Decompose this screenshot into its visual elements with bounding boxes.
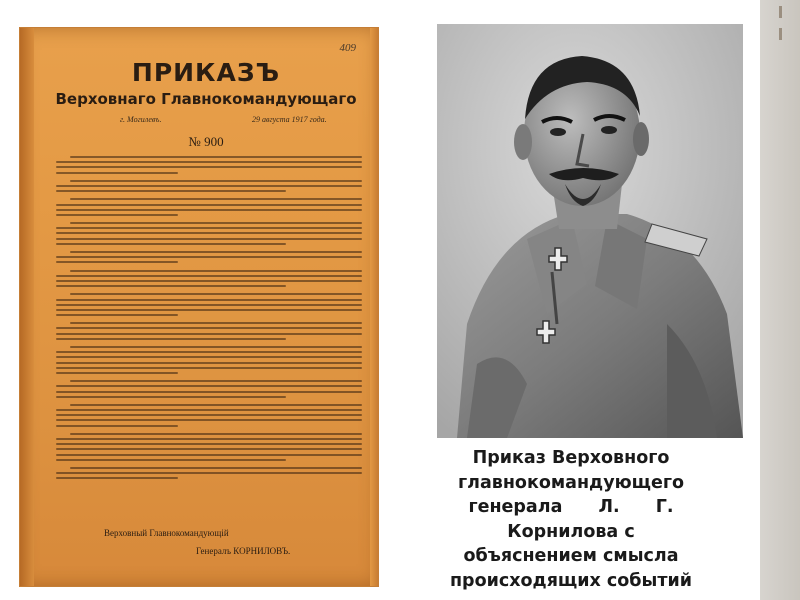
document-number: № 900	[188, 134, 224, 149]
caption-line: Корнилова с	[507, 521, 635, 542]
document-text-line	[56, 209, 362, 211]
caption-line: объяснением смысла	[463, 546, 679, 566]
document-text-line	[56, 190, 286, 192]
document-text-line	[56, 299, 362, 301]
document-text-line	[70, 180, 362, 182]
document-text-line	[56, 327, 362, 329]
document-text-line	[56, 280, 362, 282]
document-text-line	[56, 356, 362, 358]
document-text-line	[56, 367, 362, 369]
document-text-line	[70, 293, 362, 295]
document-edge	[370, 28, 378, 586]
document-text-line	[56, 185, 362, 187]
caption-line: генерала Л. Г.	[468, 497, 674, 517]
document-text-line	[56, 238, 362, 240]
archive-pencil-mark: 409	[339, 42, 356, 54]
caption-line: происходящих событий	[449, 570, 693, 591]
document-text-line	[56, 351, 362, 353]
caption-line: главнокомандующего	[458, 472, 684, 493]
document-text-line	[56, 338, 286, 340]
strip-dash	[779, 28, 782, 40]
document-text-line	[70, 222, 362, 224]
document-text-line	[56, 385, 362, 387]
document-text-line	[70, 467, 362, 469]
document-text-line	[56, 161, 362, 163]
document-text-line	[56, 419, 362, 421]
document-text-line	[70, 433, 362, 435]
document-text-line	[56, 443, 362, 445]
document-text-line	[56, 448, 362, 450]
document-text-line	[56, 227, 362, 229]
portrait-image	[437, 24, 743, 438]
document-text-line	[56, 414, 362, 416]
document-text-line	[70, 380, 362, 382]
document-text-line	[70, 346, 362, 348]
document-text-line	[56, 275, 362, 277]
document-text-line	[56, 166, 362, 168]
kornilov-portrait-photo	[437, 24, 743, 438]
document-text-line	[56, 438, 362, 440]
strip-dash	[779, 6, 782, 18]
document-text-line	[56, 391, 362, 393]
document-text-line	[70, 198, 362, 200]
document-subtitle: Верховнаго Главнокомандующаго	[55, 90, 357, 108]
document-text-line	[56, 214, 178, 216]
document-text-line	[56, 243, 286, 245]
document-text-line	[56, 204, 362, 206]
document-text-line	[56, 362, 362, 364]
slide-caption	[402, 446, 740, 593]
document-text-line	[70, 156, 362, 158]
document-date: 29 августа 1917 года.	[252, 115, 327, 124]
document-text-line	[56, 472, 362, 474]
document-text-line	[70, 404, 362, 406]
document-text-line	[56, 396, 286, 398]
document-text-line	[70, 251, 362, 253]
document-text-line	[56, 309, 362, 311]
document-text-line	[56, 477, 178, 479]
caption-line: Приказ Верховного	[472, 448, 670, 468]
document-binding	[20, 28, 34, 586]
document-text-line	[70, 270, 362, 272]
decorative-side-strip	[740, 0, 800, 600]
document-text-line	[56, 261, 178, 263]
order-document-scan	[20, 28, 378, 586]
document-text-line	[56, 425, 178, 427]
document-title: ПРИКАЗЪ	[131, 58, 281, 87]
document-text-line	[56, 314, 178, 316]
document-text-line	[56, 256, 362, 258]
document-text-line	[70, 322, 362, 324]
document-place: г. Могилевъ.	[120, 115, 162, 124]
document-text-line	[56, 454, 362, 456]
document-text-line	[56, 409, 362, 411]
signature-name: Генералъ КОРНИЛОВЪ.	[196, 546, 291, 556]
document-body-text	[56, 156, 362, 516]
document-text-line	[56, 459, 286, 461]
document-text-line	[56, 333, 362, 335]
document-text-line	[56, 304, 362, 306]
document-text-line	[56, 372, 178, 374]
signature-title: Верховный Главнокомандующій	[104, 528, 229, 538]
document-text-line	[56, 232, 362, 234]
document-text-line	[56, 285, 286, 287]
document-text-line	[56, 172, 178, 174]
